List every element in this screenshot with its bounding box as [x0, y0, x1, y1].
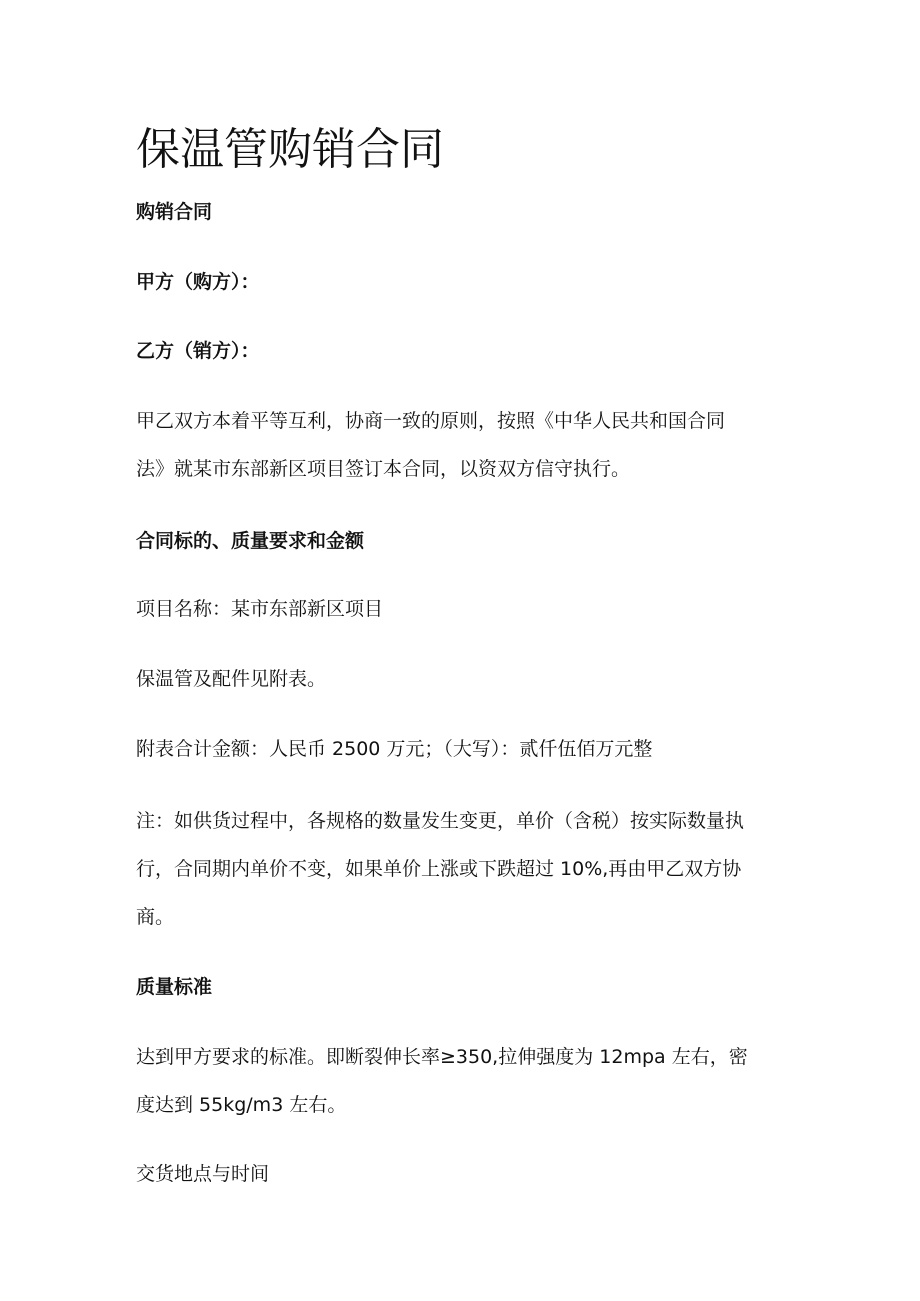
fittings-line: 保温管及配件见附表。: [136, 668, 327, 690]
preamble-line: 法》就某市东部新区项目签订本合同，以资双方信守执行。: [136, 458, 631, 480]
total-amount: 附表合计金额：人民币 2500 万元；（大写）：贰仟伍佰万元整: [136, 738, 653, 760]
section-heading-subject: 合同标的、质量要求和金额: [136, 530, 365, 552]
subtitle: 购销合同: [136, 201, 213, 223]
party-b-label: 乙方（销方）：: [136, 340, 260, 362]
preamble-paragraph: [136, 397, 786, 493]
quality-line: 达到甲方要求的标准。即断裂伸长率≥350,拉伸强度为 12mpa 左右，密: [136, 1046, 748, 1068]
section-heading-quality: 质量标准: [136, 976, 213, 998]
note-line: 行，合同期内单价不变，如果单价上涨或下跌超过 10%,再由甲乙双方协: [136, 858, 742, 880]
section-heading-delivery: 交货地点与时间: [136, 1163, 270, 1185]
preamble-line: 甲乙双方本着平等互利，协商一致的原则，按照《中华人民共和国合同: [136, 410, 726, 432]
document-title: 保温管购销合同: [136, 124, 444, 175]
note-line: 商。: [136, 906, 175, 928]
quality-paragraph: [136, 1033, 786, 1129]
note-paragraph: [136, 797, 786, 941]
project-name: 项目名称：某市东部新区项目: [136, 598, 384, 620]
party-a-label: 甲方（购方）：: [136, 271, 260, 293]
quality-line: 度达到 55kg/m3 左右。: [136, 1094, 347, 1116]
note-line: 注：如供货过程中，各规格的数量发生变更，单价（含税）按实际数量执: [136, 810, 745, 832]
